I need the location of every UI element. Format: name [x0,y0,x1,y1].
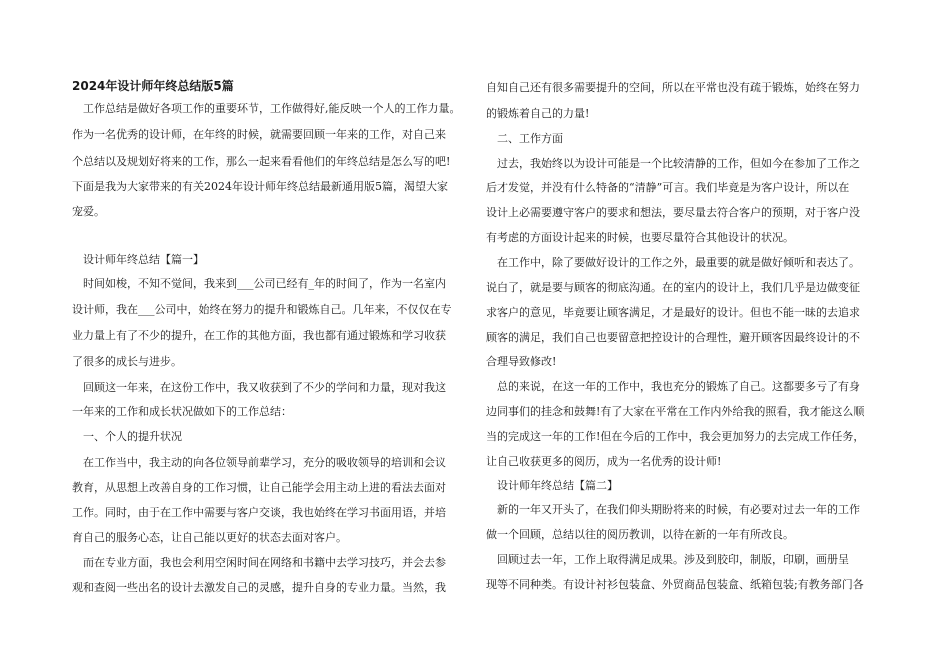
paragraph-line: 了很多的成长与进步。 [72,355,182,368]
paragraph-line: 设计上必需要遵守客户的要求和想法，要尽量去符合客户的预期，对于客户没 [486,206,860,219]
paragraph-line: 现等不同种类。有设计衬衫包装盒、外贸商品包装盒、纸箱包装;有教务部门各 [486,578,864,591]
paragraph-line: 当的完成这一年的工作!但在今后的工作中，我会更加努力的去完成工作任务， [486,430,865,443]
document-title: 2024年设计师年终总结版5篇 [72,79,234,93]
paragraph-line: 而在专业方面，我也会利用空闲时间在网络和书籍中去学习技巧，并会去参 [83,556,446,569]
paragraph-line: 让自己收获更多的阅历，成为一名优秀的设计师! [486,455,722,468]
paragraph-line: 后才发觉，并没有什么特备的“清静”可言。我们毕竟是为客户设计，所以在 [486,181,850,194]
paragraph-line: 个总结以及规划好将来的工作，那么一起来看看他们的年终总结是怎么写的吧! [72,155,451,168]
paragraph-line: 做一个回顾，总结以往的阅历教训，以待在新的一年有所改良。 [486,528,794,541]
paragraph-line: 工作总结是做好各项工作的重要环节，工作做得好,能反映一个人的工作力量。 [83,102,461,115]
paragraph-line: 自知自己还有很多需要提升的空间，所以在平常也没有疏于锻炼，始终在努力 [486,81,860,94]
paragraph-line: 回顾这一年来，在这份工作中，我又收获到了不少的学问和力量，现对我这 [83,381,446,394]
paragraph-line: 过去，我始终以为设计可能是一个比较清静的工作，但如今在参加了工作之 [497,157,860,170]
paragraph-line: 说白了，就是要与顾客的彻底沟通。在的室内的设计上，我们几乎是边做变征 [486,281,860,294]
paragraph-line: 边同事们的挂念和鼓舞!有了大家在平常在工作内外给我的照看，我才能这么顺 [486,405,865,418]
subsection-heading: 二、工作方面 [497,132,563,145]
paragraph-line: 业力量上有了不少的提升，在工作的其他方面，我也都有通过锻炼和学习收获 [72,329,446,342]
right-column [486,0,886,672]
paragraph-line: 在工作当中，我主动的向各位领导前辈学习，充分的吸收领导的培训和会议 [83,456,446,469]
section-heading: 设计师年终总结【篇二】 [497,479,618,492]
paragraph-line: 设计师，我在___公司中，始终在努力的提升和锻炼自己。几年来，不仅仅在专 [72,303,452,316]
paragraph-line: 工作。同时，由于在工作中需要与客户交谈，我也始终在学习书面用语，并培 [72,506,446,519]
paragraph-line: 顾客的满足，我们自己也要留意把控设计的合理性，避开顾客因最终设计的不 [486,331,860,344]
paragraph-line: 一年来的工作和成长状况做如下的工作总结： [72,405,292,418]
paragraph-line: 下面是我为大家带来的有关2024年设计师年终总结最新通用版5篇，渴望大家 [72,180,448,193]
paragraph-line: 观和查阅一些出名的设计去激发自己的灵感，提升自身的专业力量。当然，我 [72,581,446,594]
paragraph-line: 作为一名优秀的设计师，在年终的时候，就需要回顾一年来的工作，对自己来 [72,128,446,141]
paragraph-line: 在工作中，除了要做好设计的工作之外，最重要的就是做好倾听和表达了。 [497,256,860,269]
paragraph-line: 的锻炼着自己的力量! [486,107,590,120]
paragraph-line: 有考虑的方面设计起来的时候，也要尽量符合其他设计的状况。 [486,231,794,244]
paragraph-line: 育自己的服务心态，让自己能以更好的状态去面对客户。 [72,531,347,544]
paragraph-line: 回顾过去一年，工作上取得满足成果。涉及到胶印，制版，印刷，画册呈 [497,553,849,566]
subsection-heading: 一、个人的提升状况 [83,430,182,443]
section-heading: 设计师年终总结【篇一】 [83,253,204,266]
paragraph-line: 求客户的意见，毕竟要让顾客满足，才是最好的设计。但也不能一昧的去追求 [486,306,860,319]
paragraph-line: 合理导致修改! [486,355,557,368]
paragraph-line: 教育，从思想上改善自身的工作习惯，让自己能学会用主动上进的看法去面对 [72,481,446,494]
paragraph-line: 宠爱。 [72,205,105,218]
paragraph-line: 新的一年又开头了，在我们仰头期盼将来的时候，有必要对过去一年的工作 [497,503,860,516]
left-column [72,0,462,672]
paragraph-line: 总的来说，在这一年的工作中，我也充分的锻炼了自己。这都要多亏了有身 [497,380,860,393]
paragraph-line: 时间如梭，不知不觉间，我来到___公司已经有_年的时间了，作为一名室内 [83,277,446,290]
